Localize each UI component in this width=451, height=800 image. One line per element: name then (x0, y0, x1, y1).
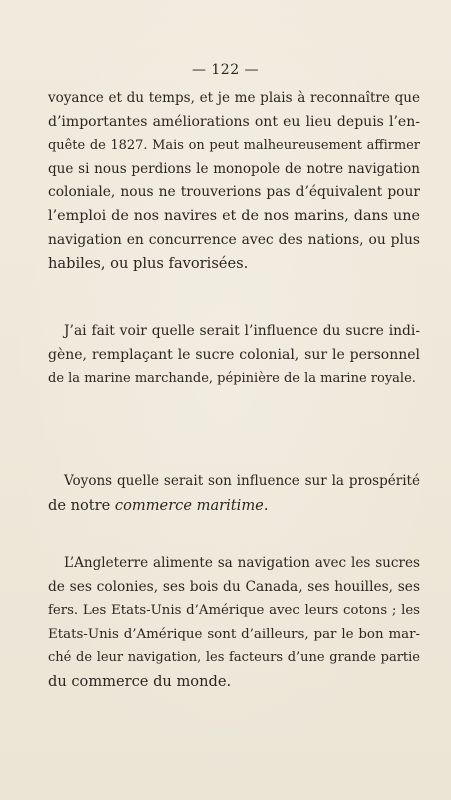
text-line: que si nous perdions le monopole de notre navigation (48, 160, 420, 177)
paragraph-maritime-commerce (48, 470, 420, 517)
paragraph-continuation (48, 87, 420, 276)
text-line: Voyons quelle serait son influence sur la prospérité (64, 473, 420, 489)
page-number: — 122 — (191, 62, 260, 78)
text-line (48, 494, 420, 518)
italic-phrase: commerce maritime (114, 496, 264, 514)
text-line: du commerce du monde. (48, 672, 232, 690)
text-line: de ses colonies, ses bois du Canada, ses houilles, ses (48, 578, 420, 595)
text-line: voyance et du temps, et je me plais à reconnaître que (48, 90, 420, 106)
text-line: navigation en concurrence avec des nations, ou plus (48, 231, 420, 248)
text-line: ché de leur navigation, les facteurs d’une grande partie (48, 650, 420, 666)
text-line: habiles, ou plus favorisées. (48, 255, 249, 273)
text-line: quête de 1827. Mais on peut malheureusement affirmer (48, 138, 420, 154)
text-line-prefix: de notre (48, 496, 115, 514)
text-line: de la marine marchande, pépinière de la marine royale. (48, 371, 416, 387)
text-line: l’emploi de nos navires et de nos marins, dans une (48, 207, 420, 224)
text-line: fers. Les Etats-Unis d’Amérique avec leurs cotons ; les (48, 603, 420, 619)
text-line: J’ai fait voir quelle serait l’influence du sucre indi- (64, 323, 420, 339)
text-line: L’Angleterre alimente sa navigation avec les sucres (64, 555, 420, 571)
text-line: Etats-Unis d’Amérique sont d’ailleurs, par le bon mar- (48, 626, 420, 642)
text-line-suffix: . (263, 496, 269, 514)
text-line: gène, remplaçant le sucre colonial, sur le personnel (48, 346, 420, 363)
paragraph-england-usa (48, 552, 420, 694)
text-line: coloniale, nous ne trouverions pas d’équivalent pour (48, 184, 420, 201)
paragraph-sugar-influence (48, 320, 420, 391)
text-line: d’importantes améliorations ont eu lieu depuis l’en- (48, 113, 420, 130)
